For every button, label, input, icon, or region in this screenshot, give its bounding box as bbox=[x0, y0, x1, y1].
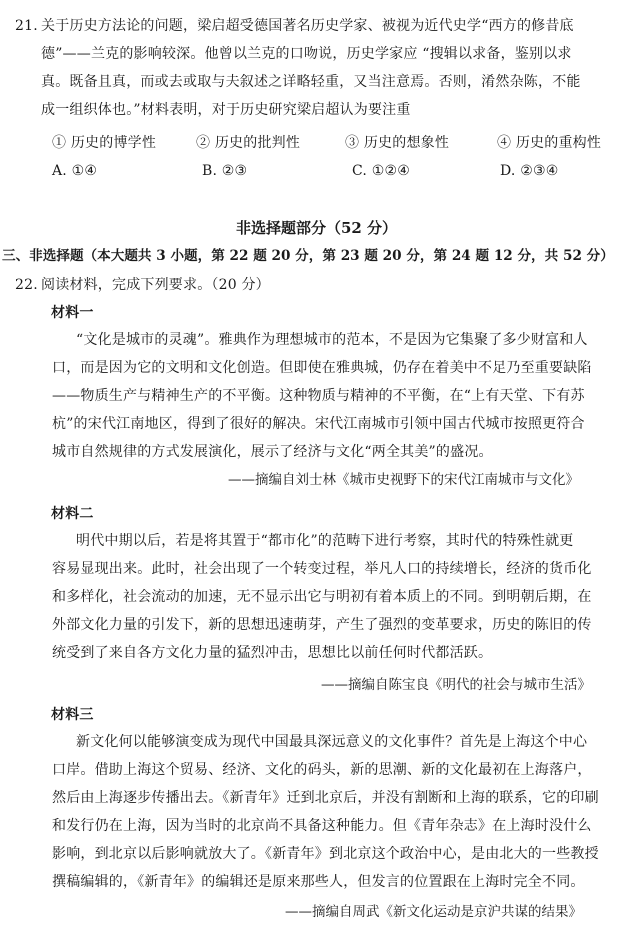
material-1-source: ——摘编自刘士林《城市史视野下的宋代江南城市与文化》 bbox=[228, 472, 579, 488]
material-3-line: 影响，到北京以后影响就放大了。《新青年》到北京这个政治中心，是由北大的一些教授 bbox=[52, 846, 599, 862]
option-d: D. ②③④ bbox=[500, 163, 559, 179]
material-1-line: ——物质生产与精神生产的不平衡。这种物质与精神的不平衡，在“上有天堂、下有苏 bbox=[52, 388, 585, 404]
question-prompt: 阅读材料，完成下列要求。（20 分） bbox=[41, 277, 270, 293]
question-text-line: 真。既备且真，而或去或取与夫叙述之详略轻重，又当注意焉。否则，淆然杂陈，不能 bbox=[41, 74, 581, 90]
material-1-line: “文化是城市的灵魂”。雅典作为理想城市的范本，不是因为它集聚了多少财富和人 bbox=[76, 332, 588, 348]
option-a: A. ①④ bbox=[52, 163, 98, 179]
material-2-source: ——摘编自陈宝良《明代的社会与城市生活》 bbox=[321, 677, 591, 693]
statement-1: ① 历史的博学性 bbox=[52, 135, 157, 151]
material-1-title: 材料一 bbox=[51, 305, 94, 321]
material-1-line: 城市自然规律的方式发展演化，展示了经济与文化“两全其美”的盛况。 bbox=[52, 444, 493, 460]
material-2-title: 材料二 bbox=[51, 506, 94, 522]
statement-2: ② 历史的批判性 bbox=[196, 135, 301, 151]
option-b: B. ②③ bbox=[202, 163, 248, 179]
material-3-line: 然后由上海逐步传播出去。《新青年》迁到北京后，并没有割断和上海的联系，它的印刷 bbox=[52, 790, 599, 806]
material-1-line: 杭”的宋代江南地区，得到了很好的解决。宋代江南城市引领中国古代城市按照更符合 bbox=[52, 416, 585, 432]
material-3-line: 新文化何以能够演变成为现代中国最具深远意义的文化事件？首先是上海这个中心 bbox=[76, 734, 588, 750]
question-text-line: 德”——兰克的影响较深。他曾以兰克的口吻说，历史学家应 “搜辑以求备，鉴别以求 bbox=[41, 46, 572, 62]
statement-3: ③ 历史的想象性 bbox=[345, 135, 450, 151]
material-3-source: ——摘编自周武《新文化运动是京沪共谋的结果》 bbox=[285, 904, 582, 920]
material-3-line: 撰稿编辑的，《新青年》的编辑还是原来那些人，但发言的位置跟在上海时完全不同。 bbox=[52, 874, 585, 890]
question-number: 22. bbox=[15, 277, 38, 293]
material-3-line: 和发行仍在上海，因为当时的北京尚不具备这种能力。但《青年杂志》在上海时没什么 bbox=[52, 818, 592, 834]
material-2-line: 外部文化力量的引发下，新的思想迅速萌芽，产生了强烈的变革要求，历史的陈旧的传 bbox=[52, 617, 592, 633]
question-text-line: 关于历史方法论的问题，梁启超受德国著名历史学家、被视为近代史学“西方的修昔底 bbox=[41, 18, 574, 34]
material-2-line: 和多样化，社会流动的加速，无不显示出它与明初有着本质上的不同。到明朝后期，在 bbox=[52, 589, 592, 605]
material-2-line: 统受到了来自各方文化力量的猛烈冲击，思想比以前任何时代都活跃。 bbox=[52, 645, 493, 661]
material-3-line: 口岸。借助上海这个贸易、经济、文化的码头，新的思潮、新的文化最初在上海落户， bbox=[52, 762, 592, 778]
statement-4: ④ 历史的重构性 bbox=[497, 135, 602, 151]
section-heading: 三、非选择题（本大题共 3 小题，第 22 题 20 分，第 23 题 20 分，第 24 题 12 分，共 52 分） bbox=[2, 248, 614, 264]
material-1-line: 口，而是因为它的文明和文化创造。但即使在雅典城，仍存在着美中不足乃至重要缺陷 bbox=[52, 360, 592, 376]
option-c: C. ①②④ bbox=[352, 163, 410, 179]
section-title: 非选择题部分（52 分） bbox=[235, 219, 398, 237]
material-2-line: 容易显现出来。此时，社会出现了一个转变过程，举凡人口的持续增长，经济的货币化 bbox=[52, 561, 592, 577]
question-number: 21. bbox=[15, 18, 38, 34]
question-text-line: 成一组织体也。”材料表明，对于历史研究梁启超认为要注重 bbox=[41, 102, 411, 118]
material-2-line: 明代中期以后，若是将其置于“都市化”的范畴下进行考察，其时代的特殊性就更 bbox=[76, 533, 574, 549]
material-3-title: 材料三 bbox=[51, 707, 94, 723]
